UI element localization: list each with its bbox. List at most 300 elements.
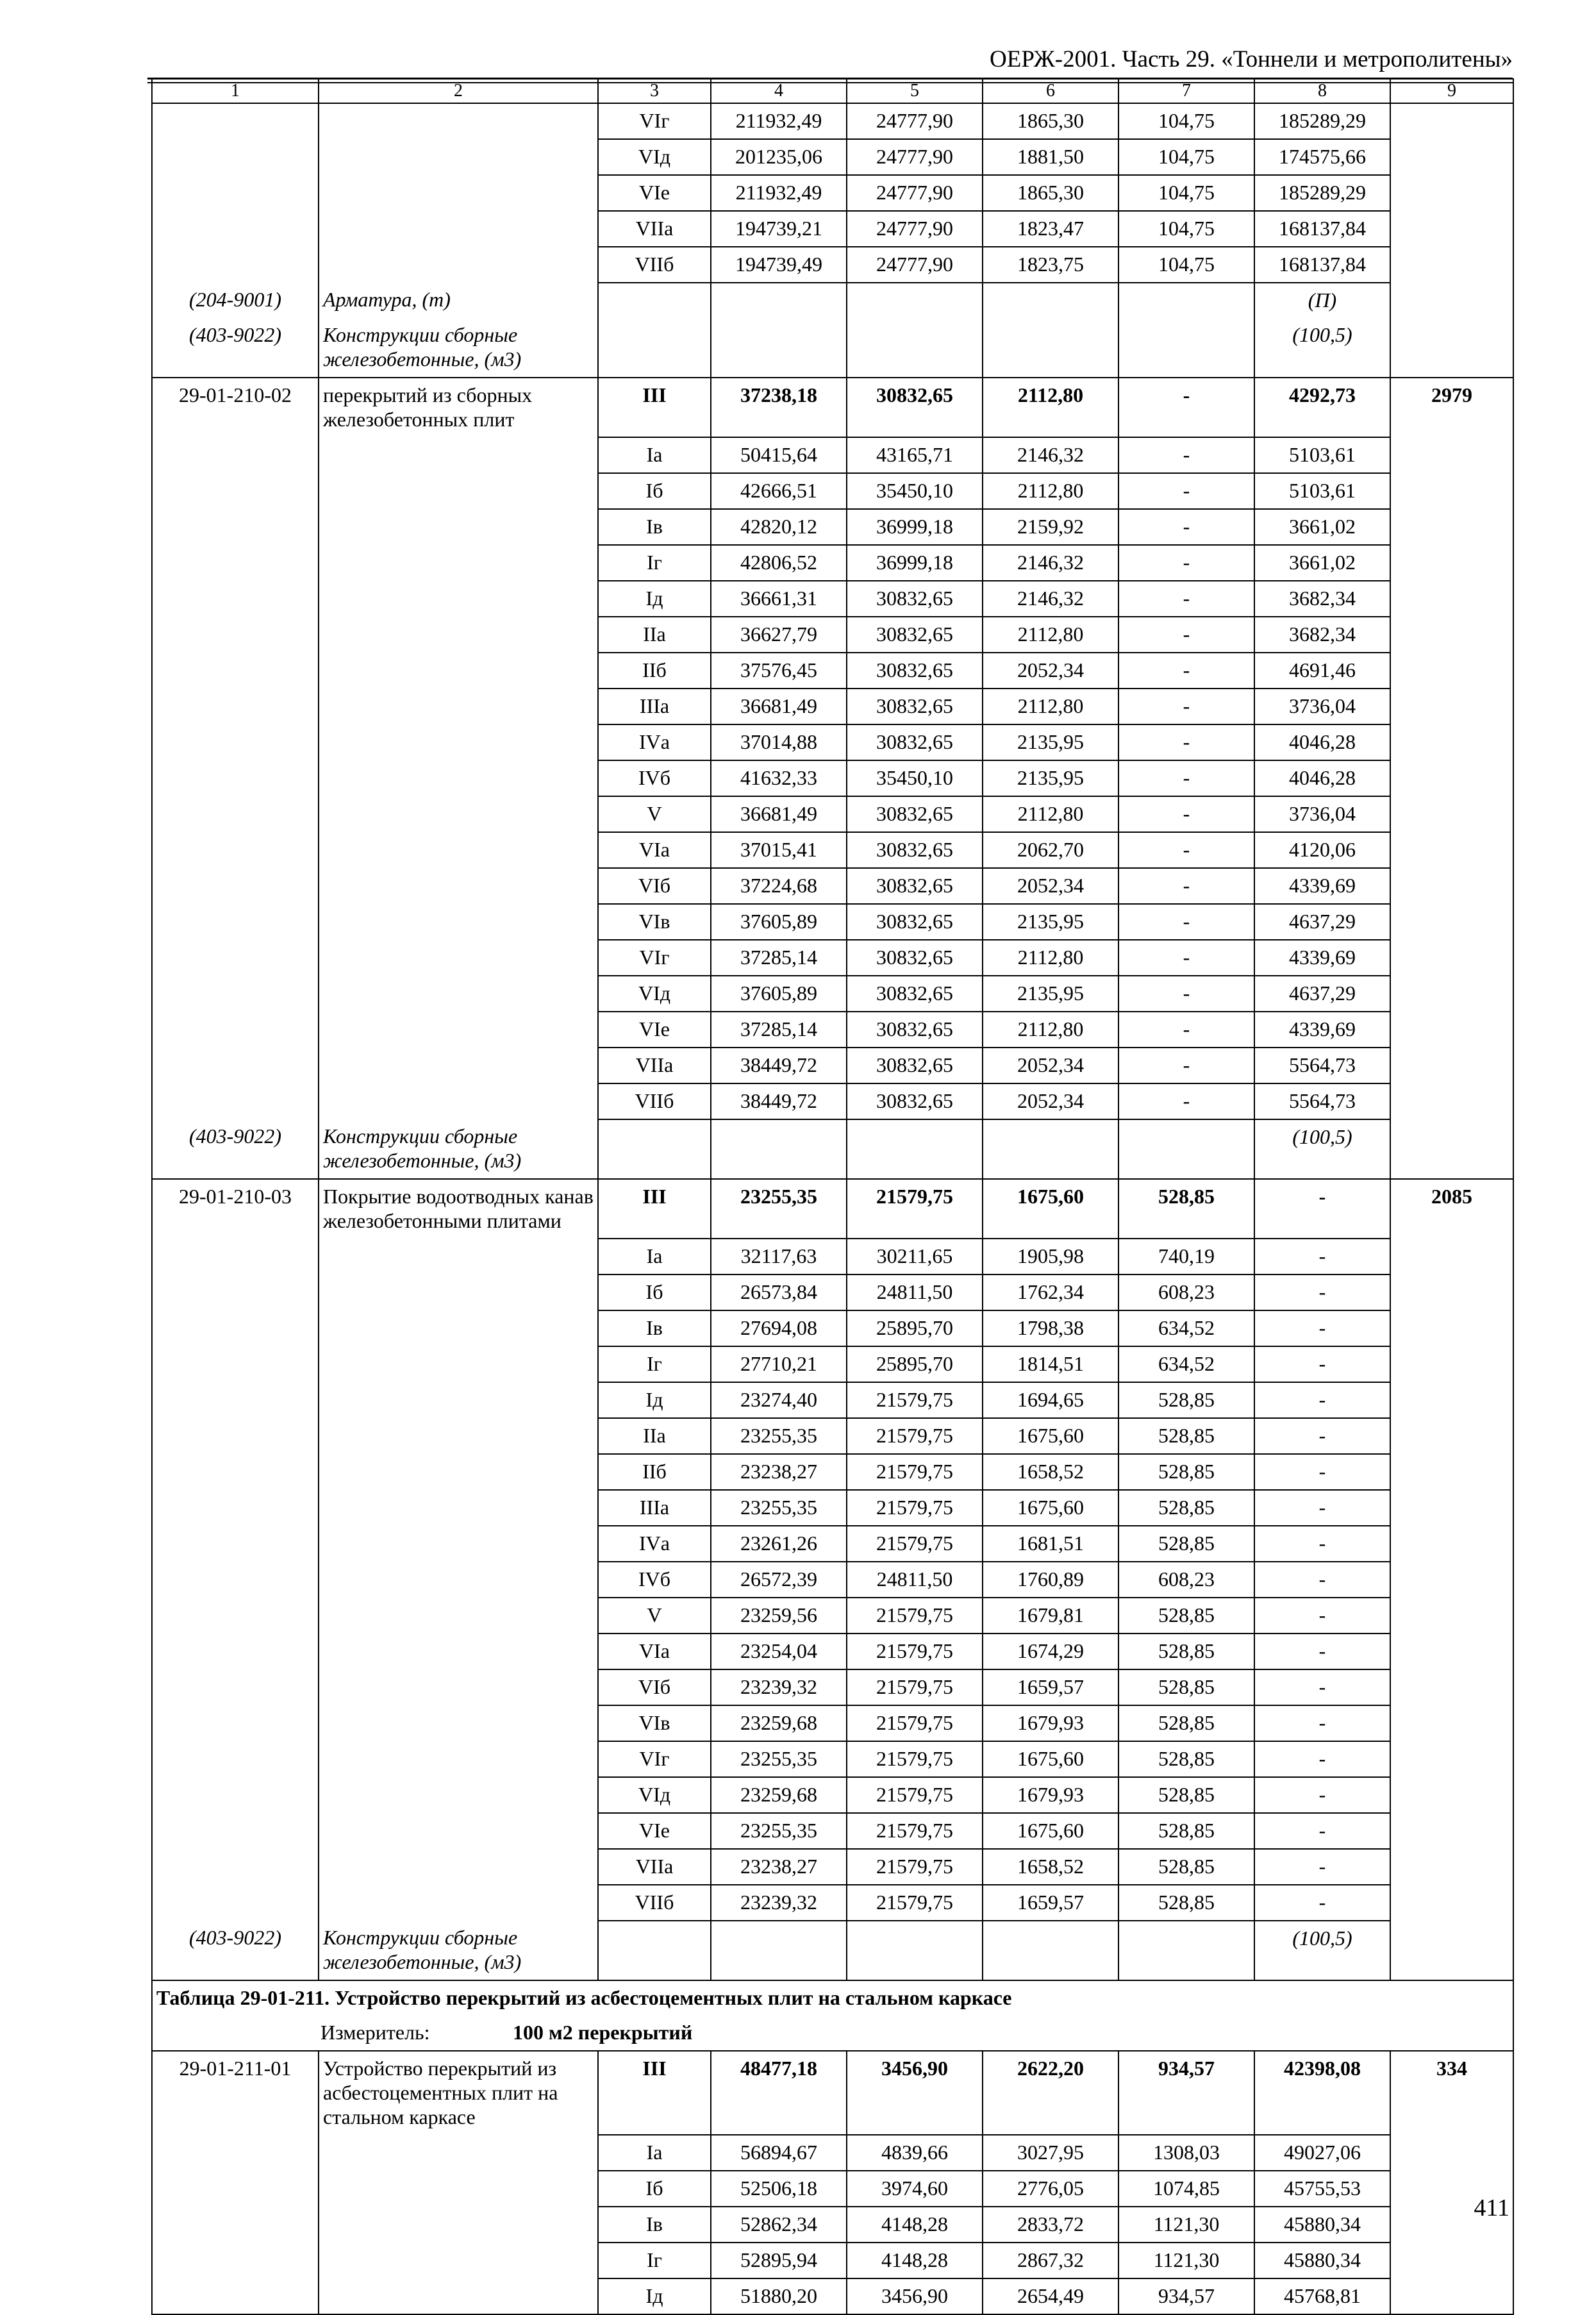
name-cell (319, 1310, 598, 1346)
labor-cost-cell: 2062,70 (983, 832, 1118, 868)
materials-cost-cell: 21579,75 (847, 1885, 983, 1921)
price-row (152, 103, 1513, 139)
machinery-cost-cell: 3661,02 (1254, 509, 1390, 545)
zone-cell: VIд (598, 976, 711, 1012)
zone-cell: III (598, 1179, 711, 1239)
price-row (152, 1562, 1513, 1598)
machine-wage-cell: 528,85 (1118, 1813, 1254, 1849)
zone-cell: Iв (598, 1310, 711, 1346)
machinery-cost-cell: 45755,53 (1254, 2171, 1390, 2207)
name-cell (319, 2135, 598, 2171)
machinery-cost-cell: - (1254, 1813, 1390, 1849)
name-cell (319, 1012, 598, 1048)
materials-cost-cell: 24777,90 (847, 139, 983, 175)
materials-cost-cell: 30832,65 (847, 581, 983, 617)
materials-cost-cell: 21579,75 (847, 1634, 983, 1669)
labor-hours-cell (1390, 976, 1513, 1012)
price-row (152, 1418, 1513, 1454)
code-cell (152, 1777, 319, 1813)
labor-hours-cell (1390, 1562, 1513, 1598)
labor-cost-cell: 2112,80 (983, 1012, 1118, 1048)
machinery-cost-cell: - (1254, 1310, 1390, 1346)
price-row (152, 581, 1513, 617)
zone-cell: Iа (598, 437, 711, 473)
labor-cost-cell: 2833,72 (983, 2207, 1118, 2243)
machine-wage-cell: 934,57 (1118, 2278, 1254, 2314)
materials-cost-cell: 24777,90 (847, 247, 983, 283)
machinery-cost-cell: - (1254, 1490, 1390, 1526)
price-row (152, 1705, 1513, 1741)
name-cell (319, 2243, 598, 2278)
labor-cost-cell: 1681,51 (983, 1526, 1118, 1562)
materials-cost-cell: 24777,90 (847, 175, 983, 211)
labor-cost-cell: 1798,38 (983, 1310, 1118, 1346)
total-cost-cell: 37285,14 (711, 1012, 847, 1048)
zone-cell: VIа (598, 832, 711, 868)
labor-hours-cell (1390, 437, 1513, 473)
name-cell (319, 1813, 598, 1849)
total-cost-cell: 37285,14 (711, 940, 847, 976)
materials-cost-cell: 21579,75 (847, 1705, 983, 1741)
empty-cell (711, 1119, 847, 1179)
labor-hours-cell (1390, 1083, 1513, 1119)
rate-name: перекрытий из сборных железобетонных плит (319, 378, 598, 437)
material-value: (100,5) (1254, 318, 1390, 378)
price-row (152, 1083, 1513, 1119)
zone-cell: VIIб (598, 1083, 711, 1119)
code-cell (152, 796, 319, 832)
zone-cell: IIб (598, 653, 711, 689)
labor-hours-cell (1390, 1705, 1513, 1741)
material-code: (403-9022) (152, 318, 319, 378)
name-cell (319, 581, 598, 617)
labor-hours: 2085 (1390, 1179, 1513, 1239)
empty-cell (1390, 318, 1513, 378)
machine-wage-cell: 528,85 (1118, 1777, 1254, 1813)
total-cost-cell: 41632,33 (711, 760, 847, 796)
unit-cell (152, 2016, 1513, 2051)
code-cell (152, 2243, 319, 2278)
column-number: 6 (983, 79, 1118, 103)
empty-cell (1118, 1119, 1254, 1179)
labor-cost-cell: 1675,60 (983, 1490, 1118, 1526)
zone-cell: VIIа (598, 211, 711, 247)
code-cell (152, 509, 319, 545)
code-cell (152, 1669, 319, 1705)
zone-cell: Iв (598, 2207, 711, 2243)
name-cell (319, 796, 598, 832)
machine-wage-cell: - (1118, 904, 1254, 940)
empty-cell (847, 283, 983, 318)
column-number: 5 (847, 79, 983, 103)
labor-hours-cell (1390, 175, 1513, 211)
code-cell (152, 1454, 319, 1490)
labor-cost-cell: 1675,60 (983, 1418, 1118, 1454)
price-row (152, 1741, 1513, 1777)
machinery-cost-cell: 3736,04 (1254, 689, 1390, 724)
labor-cost-cell: 2159,92 (983, 509, 1118, 545)
header-title: ОЕРЖ-2001. Часть 29. «Тоннели и метрополитены» (990, 46, 1513, 72)
labor-cost-cell: 1694,65 (983, 1382, 1118, 1418)
rate-code: 29-01-210-03 (152, 1179, 319, 1239)
material-code: (403-9022) (152, 1119, 319, 1179)
labor-cost-cell: 1814,51 (983, 1346, 1118, 1382)
name-cell (319, 211, 598, 247)
machinery-cost-cell: 4339,69 (1254, 868, 1390, 904)
name-cell (319, 1849, 598, 1885)
labor-cost-cell: 1679,93 (983, 1777, 1118, 1813)
page-header (147, 38, 1513, 76)
code-cell (152, 689, 319, 724)
table-title: Таблица 29-01-211. Устройство перекрытий из асбестоцементных плит на стальном каркасе (152, 1980, 1513, 2016)
labor-hours-cell (1390, 473, 1513, 509)
machine-wage-cell: - (1118, 1048, 1254, 1083)
zone-cell: Iд (598, 1382, 711, 1418)
empty-cell (598, 1119, 711, 1179)
zone-cell: IIIа (598, 1490, 711, 1526)
total-cost-cell: 23255,35 (711, 1490, 847, 1526)
labor-hours-cell (1390, 581, 1513, 617)
machinery-cost-cell: 42398,08 (1254, 2051, 1390, 2135)
machine-wage-cell: - (1118, 378, 1254, 437)
total-cost-cell: 211932,49 (711, 175, 847, 211)
labor-cost-cell: 2052,34 (983, 653, 1118, 689)
machine-wage-cell: 634,52 (1118, 1310, 1254, 1346)
labor-cost-cell: 2052,34 (983, 1048, 1118, 1083)
machinery-cost-cell: 3736,04 (1254, 796, 1390, 832)
zone-cell: VIIб (598, 247, 711, 283)
total-cost-cell: 37015,41 (711, 832, 847, 868)
materials-cost-cell: 21579,75 (847, 1813, 983, 1849)
code-cell (152, 1598, 319, 1634)
labor-hours-cell (1390, 509, 1513, 545)
total-cost-cell: 211932,49 (711, 103, 847, 139)
labor-hours-cell (1390, 1741, 1513, 1777)
labor-cost-cell: 2135,95 (983, 904, 1118, 940)
total-cost-cell: 32117,63 (711, 1239, 847, 1275)
total-cost-cell: 23239,32 (711, 1885, 847, 1921)
table-title-row (152, 1980, 1513, 2016)
labor-hours-cell (1390, 2278, 1513, 2314)
materials-cost-cell: 3456,90 (847, 2051, 983, 2135)
labor-hours-cell (1390, 724, 1513, 760)
zone-cell: IIIа (598, 689, 711, 724)
code-cell (152, 1634, 319, 1669)
materials-cost-cell: 30832,65 (847, 724, 983, 760)
code-cell (152, 437, 319, 473)
materials-cost-cell: 35450,10 (847, 760, 983, 796)
labor-cost-cell: 2146,32 (983, 581, 1118, 617)
labor-hours: 334 (1390, 2051, 1513, 2135)
labor-cost-cell: 1675,60 (983, 1813, 1118, 1849)
machine-wage-cell: 104,75 (1118, 139, 1254, 175)
name-cell (319, 247, 598, 283)
labor-hours-cell (1390, 1382, 1513, 1418)
machine-wage-cell: 528,85 (1118, 1179, 1254, 1239)
materials-cost-cell: 24811,50 (847, 1562, 983, 1598)
total-cost-cell: 27694,08 (711, 1310, 847, 1346)
labor-cost-cell: 1659,57 (983, 1885, 1118, 1921)
machine-wage-cell: 528,85 (1118, 1741, 1254, 1777)
zone-cell: V (598, 796, 711, 832)
code-cell (152, 1239, 319, 1275)
machine-wage-cell: 104,75 (1118, 175, 1254, 211)
machinery-cost-cell: - (1254, 1382, 1390, 1418)
name-cell (319, 1777, 598, 1813)
unit-value: 100 м2 перекрытий (513, 2021, 693, 2044)
machinery-cost-cell: 4046,28 (1254, 760, 1390, 796)
machinery-cost-cell: 49027,06 (1254, 2135, 1390, 2171)
price-table (151, 78, 1514, 2315)
machinery-cost-cell: - (1254, 1418, 1390, 1454)
name-cell (319, 617, 598, 653)
price-row (152, 1012, 1513, 1048)
price-row (152, 378, 1513, 437)
materials-cost-cell: 36999,18 (847, 509, 983, 545)
labor-cost-cell: 2112,80 (983, 940, 1118, 976)
zone-cell: VIг (598, 940, 711, 976)
materials-cost-cell: 30832,65 (847, 653, 983, 689)
machinery-cost-cell: 45768,81 (1254, 2278, 1390, 2314)
total-cost-cell: 23259,56 (711, 1598, 847, 1634)
name-cell (319, 437, 598, 473)
zone-cell: Iг (598, 1346, 711, 1382)
price-row (152, 689, 1513, 724)
name-cell (319, 976, 598, 1012)
page-number: 411 (1474, 2194, 1509, 2221)
labor-hours-cell (1390, 796, 1513, 832)
price-row (152, 2051, 1513, 2135)
machinery-cost-cell: 4637,29 (1254, 976, 1390, 1012)
material-name: Конструкции сборные железобетонные, (м3) (319, 1921, 598, 1980)
zone-cell: IIб (598, 1454, 711, 1490)
labor-hours-cell (1390, 1012, 1513, 1048)
zone-cell: VIIб (598, 1885, 711, 1921)
zone-cell: Iг (598, 545, 711, 581)
machine-wage-cell: 1074,85 (1118, 2171, 1254, 2207)
materials-cost-cell: 24777,90 (847, 103, 983, 139)
materials-cost-cell: 24811,50 (847, 1275, 983, 1310)
total-cost-cell: 37224,68 (711, 868, 847, 904)
machine-wage-cell: - (1118, 796, 1254, 832)
labor-hours-cell (1390, 2243, 1513, 2278)
name-cell (319, 1346, 598, 1382)
labor-cost-cell: 1881,50 (983, 139, 1118, 175)
zone-cell: V (598, 1598, 711, 1634)
materials-cost-cell: 3456,90 (847, 2278, 983, 2314)
materials-cost-cell: 30832,65 (847, 378, 983, 437)
price-row (152, 1048, 1513, 1083)
labor-cost-cell: 1674,29 (983, 1634, 1118, 1669)
machinery-cost-cell: 5564,73 (1254, 1048, 1390, 1083)
machine-wage-cell: 608,23 (1118, 1275, 1254, 1310)
labor-cost-cell: 2135,95 (983, 976, 1118, 1012)
labor-cost-cell: 2052,34 (983, 868, 1118, 904)
code-cell (152, 940, 319, 976)
machine-wage-cell: - (1118, 617, 1254, 653)
code-cell (152, 103, 319, 139)
price-row (152, 1382, 1513, 1418)
machinery-cost-cell: - (1254, 1849, 1390, 1885)
machinery-cost-cell: - (1254, 1562, 1390, 1598)
labor-cost-cell: 1675,60 (983, 1179, 1118, 1239)
total-cost-cell: 23255,35 (711, 1813, 847, 1849)
empty-cell (1390, 1119, 1513, 1179)
empty-cell (847, 1119, 983, 1179)
machinery-cost-cell: - (1254, 1179, 1390, 1239)
price-row (152, 617, 1513, 653)
machine-wage-cell: 740,19 (1118, 1239, 1254, 1275)
total-cost-cell: 56894,67 (711, 2135, 847, 2171)
labor-cost-cell: 1675,60 (983, 1741, 1118, 1777)
machinery-cost-cell: 174575,66 (1254, 139, 1390, 175)
labor-hours-cell (1390, 211, 1513, 247)
total-cost-cell: 38449,72 (711, 1048, 847, 1083)
material-row (152, 1921, 1513, 1980)
machinery-cost-cell: 45880,34 (1254, 2207, 1390, 2243)
materials-cost-cell: 3974,60 (847, 2171, 983, 2207)
price-row (152, 139, 1513, 175)
labor-hours-cell (1390, 1346, 1513, 1382)
total-cost-cell: 23255,35 (711, 1741, 847, 1777)
machinery-cost-cell: 4691,46 (1254, 653, 1390, 689)
machine-wage-cell: 528,85 (1118, 1382, 1254, 1418)
labor-cost-cell: 1679,81 (983, 1598, 1118, 1634)
machine-wage-cell: 608,23 (1118, 1562, 1254, 1598)
zone-cell: VIIа (598, 1048, 711, 1083)
unit-label: Измеритель: (320, 2021, 430, 2044)
price-row (152, 976, 1513, 1012)
material-value: (П) (1254, 283, 1390, 318)
materials-cost-cell: 30832,65 (847, 1083, 983, 1119)
labor-hours-cell (1390, 103, 1513, 139)
empty-cell (1118, 1921, 1254, 1980)
empty-cell (1390, 283, 1513, 318)
zone-cell: Iд (598, 2278, 711, 2314)
name-cell (319, 1239, 598, 1275)
empty-cell (847, 1921, 983, 1980)
price-row (152, 1310, 1513, 1346)
price-row (152, 211, 1513, 247)
labor-hours-cell (1390, 617, 1513, 653)
labor-cost-cell: 1658,52 (983, 1849, 1118, 1885)
labor-cost-cell: 2112,80 (983, 617, 1118, 653)
labor-hours-cell (1390, 247, 1513, 283)
code-cell (152, 139, 319, 175)
materials-cost-cell: 25895,70 (847, 1346, 983, 1382)
machine-wage-cell: 528,85 (1118, 1598, 1254, 1634)
column-number-row (152, 79, 1513, 103)
code-cell (152, 473, 319, 509)
empty-cell (1390, 1921, 1513, 1980)
empty-cell (598, 283, 711, 318)
labor-cost-cell: 1658,52 (983, 1454, 1118, 1490)
labor-hours-cell (1390, 1813, 1513, 1849)
material-name: Арматура, (т) (319, 283, 598, 318)
name-cell (319, 1669, 598, 1705)
price-row (152, 1669, 1513, 1705)
machinery-cost-cell: 4637,29 (1254, 904, 1390, 940)
empty-cell (598, 318, 711, 378)
total-cost-cell: 23261,26 (711, 1526, 847, 1562)
name-cell (319, 689, 598, 724)
material-row (152, 1119, 1513, 1179)
machine-wage-cell: - (1118, 545, 1254, 581)
price-row (152, 832, 1513, 868)
column-number: 8 (1254, 79, 1390, 103)
materials-cost-cell: 21579,75 (847, 1598, 983, 1634)
name-cell (319, 2207, 598, 2243)
name-cell (319, 1741, 598, 1777)
machinery-cost-cell: 168137,84 (1254, 247, 1390, 283)
price-row (152, 2135, 1513, 2171)
price-row (152, 1777, 1513, 1813)
column-number: 2 (319, 79, 598, 103)
labor-cost-cell: 1760,89 (983, 1562, 1118, 1598)
machinery-cost-cell: 45880,34 (1254, 2243, 1390, 2278)
machine-wage-cell: - (1118, 976, 1254, 1012)
name-cell (319, 1634, 598, 1669)
materials-cost-cell: 21579,75 (847, 1454, 983, 1490)
labor-hours-cell (1390, 1310, 1513, 1346)
labor-cost-cell: 2112,80 (983, 473, 1118, 509)
total-cost-cell: 42806,52 (711, 545, 847, 581)
code-cell (152, 868, 319, 904)
price-row (152, 1346, 1513, 1382)
total-cost-cell: 23238,27 (711, 1849, 847, 1885)
total-cost-cell: 36681,49 (711, 689, 847, 724)
machine-wage-cell: - (1118, 437, 1254, 473)
name-cell (319, 1382, 598, 1418)
machine-wage-cell: - (1118, 724, 1254, 760)
materials-cost-cell: 30832,65 (847, 940, 983, 976)
code-cell (152, 1705, 319, 1741)
name-cell (319, 760, 598, 796)
code-cell (152, 1885, 319, 1921)
empty-cell (983, 283, 1118, 318)
code-cell (152, 1562, 319, 1598)
labor-hours-cell (1390, 832, 1513, 868)
labor-cost-cell: 1679,93 (983, 1705, 1118, 1741)
code-cell (152, 545, 319, 581)
empty-cell (1118, 318, 1254, 378)
zone-cell: VIв (598, 904, 711, 940)
materials-cost-cell: 30832,65 (847, 832, 983, 868)
material-name: Конструкции сборные железобетонные, (м3) (319, 1119, 598, 1179)
materials-cost-cell: 21579,75 (847, 1490, 983, 1526)
labor-hours-cell (1390, 1598, 1513, 1634)
labor-cost-cell: 1762,34 (983, 1275, 1118, 1310)
total-cost-cell: 36681,49 (711, 796, 847, 832)
total-cost-cell: 37014,88 (711, 724, 847, 760)
name-cell (319, 1418, 598, 1454)
total-cost-cell: 23255,35 (711, 1418, 847, 1454)
materials-cost-cell: 21579,75 (847, 1741, 983, 1777)
zone-cell: VIг (598, 1741, 711, 1777)
unit-row (152, 2016, 1513, 2051)
price-row (152, 1849, 1513, 1885)
rate-name: Покрытие водоотводных канав железобетонными плитами (319, 1179, 598, 1239)
machine-wage-cell: 104,75 (1118, 247, 1254, 283)
labor-hours-cell (1390, 760, 1513, 796)
name-cell (319, 1885, 598, 1921)
zone-cell: VIб (598, 868, 711, 904)
labor-cost-cell: 2146,32 (983, 545, 1118, 581)
zone-cell: Iб (598, 2171, 711, 2207)
zone-cell: VIIа (598, 1849, 711, 1885)
total-cost-cell: 27710,21 (711, 1346, 847, 1382)
zone-cell: VIе (598, 175, 711, 211)
